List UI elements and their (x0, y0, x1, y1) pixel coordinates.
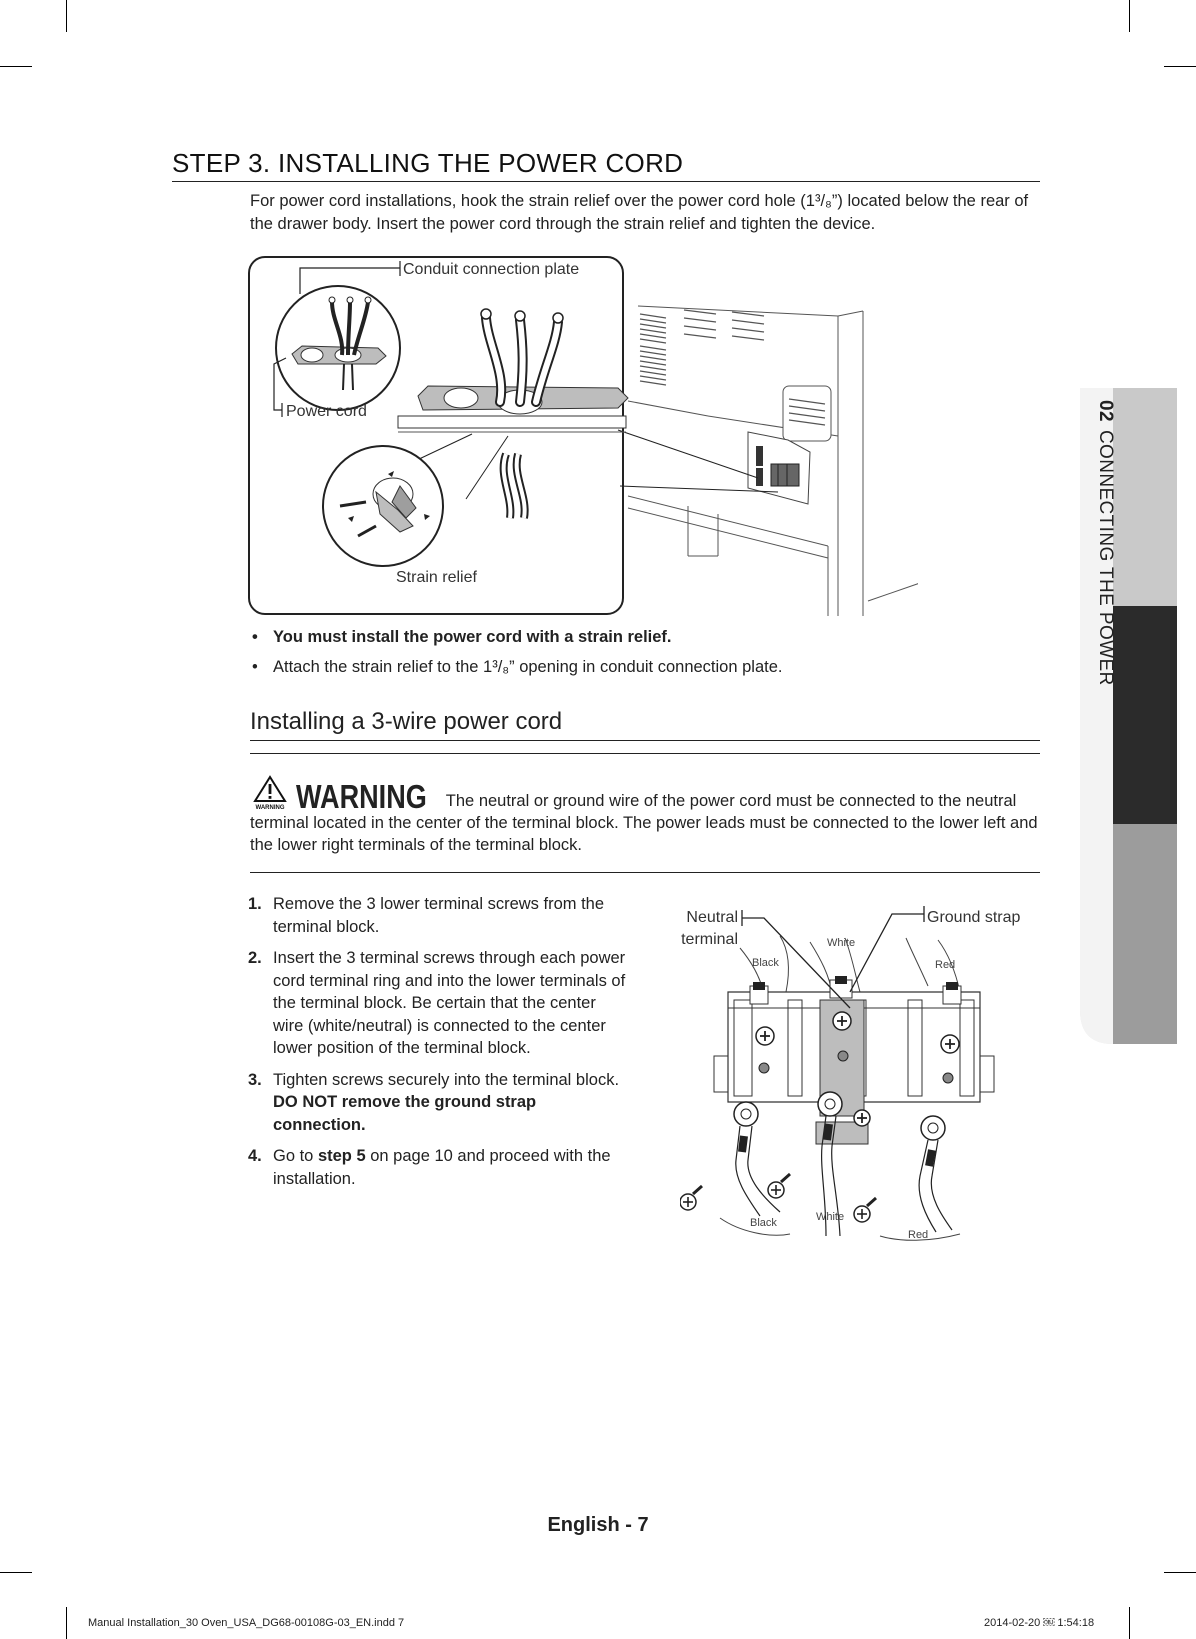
page-number: English - 7 (547, 1514, 649, 1536)
chapter-tab-label (1094, 400, 1116, 686)
step-text: Tighten screws securely into the terminal block. (273, 1070, 620, 1089)
step-emphasis: step 5 (317, 1147, 366, 1165)
wire-label-top-red: Red (935, 959, 956, 971)
step-title: STEP 3. INSTALLING THE POWER CORD (172, 148, 1040, 182)
crop-mark (66, 0, 67, 32)
label-neutral-line2: terminal (681, 931, 738, 948)
crop-mark (66, 1607, 67, 1639)
chapter-number: 02 (1095, 400, 1116, 422)
step-text: on page 10 and proceed with the installation. (273, 1147, 611, 1188)
note-item: • Attach the strain relief to the 1³/₈” opening in conduit connection plate. (250, 656, 1040, 678)
label-neutral-line1: Neutral (686, 909, 738, 926)
step-text: Remove the 3 lower terminal screws from the terminal block. (273, 895, 605, 936)
step-text: Insert the 3 terminal screws through each power cord terminal ring and into the lower terminals of the terminal block. Be certain that the center wire (white/neutral) is connected to the center lower position of the terminal block. (273, 949, 626, 1057)
step-item (248, 1145, 626, 1190)
wire-label-top-white: White (826, 937, 856, 949)
crop-mark (1129, 1607, 1130, 1639)
label-power-cord: Power cord (286, 403, 367, 420)
steps-list (248, 893, 626, 1199)
warning-triangle-icon (250, 774, 290, 810)
step-item (248, 893, 626, 938)
label-conduit-plate: Conduit connection plate (403, 261, 580, 278)
step-item (248, 947, 626, 1060)
divider (250, 872, 1040, 873)
step-emphasis: DO NOT remove the ground strap connection. (273, 1093, 537, 1134)
crop-mark (0, 1572, 32, 1573)
step-number: 2. (248, 949, 262, 967)
print-slug-date: 2014-02-20 ￼ 1:54:18 (984, 1617, 1095, 1629)
crop-mark (0, 66, 32, 67)
wire-label-top-black: Black (752, 957, 779, 969)
note-item: • You must install the power cord with a strain relief. (250, 626, 1040, 648)
warning-word: WARNING (296, 778, 427, 815)
divider (250, 753, 1040, 754)
intro-paragraph: For power cord installations, hook the strain relief over the power cord hole (1³/₈”) located below the rear of the drawer body. Insert the power cord through the strain relief and tighten the device. (250, 192, 1029, 233)
wire-label-bottom-white: White (815, 1211, 845, 1223)
wire-label-bottom-red: Red (908, 1229, 929, 1241)
power-cord-figure (248, 256, 918, 618)
step-item (248, 1069, 626, 1137)
step-number: 4. (248, 1147, 262, 1165)
print-slug-file: Manual Installation_30 Oven_USA_DG68-00108G-03_EN.indd 7 (88, 1617, 405, 1629)
section-heading: Installing a 3-wire power cord (250, 708, 1040, 741)
step-text: Go to (273, 1147, 318, 1165)
wire-label-bottom-black: Black (750, 1217, 777, 1229)
crop-mark (1129, 0, 1130, 32)
warning-block (250, 774, 1040, 856)
notes-list (250, 626, 1040, 686)
label-strain-relief: Strain relief (396, 569, 477, 586)
crop-mark (1164, 1572, 1196, 1573)
warning-text: The neutral or ground wire of the power cord must be connected to the neutral terminal located in the center of the terminal block. The power leads must be connected to the lower left and the lower right terminals of the terminal block. (250, 792, 1038, 854)
crop-mark (1164, 66, 1196, 67)
step-number: 1. (248, 895, 262, 913)
warning-icon-caption: WARNING (255, 805, 285, 810)
label-ground-strap: Ground strap (927, 909, 1021, 926)
chapter-title: CONNECTING THE POWER (1095, 429, 1116, 686)
terminal-block-figure (680, 896, 1040, 1254)
step-number: 3. (248, 1070, 262, 1089)
